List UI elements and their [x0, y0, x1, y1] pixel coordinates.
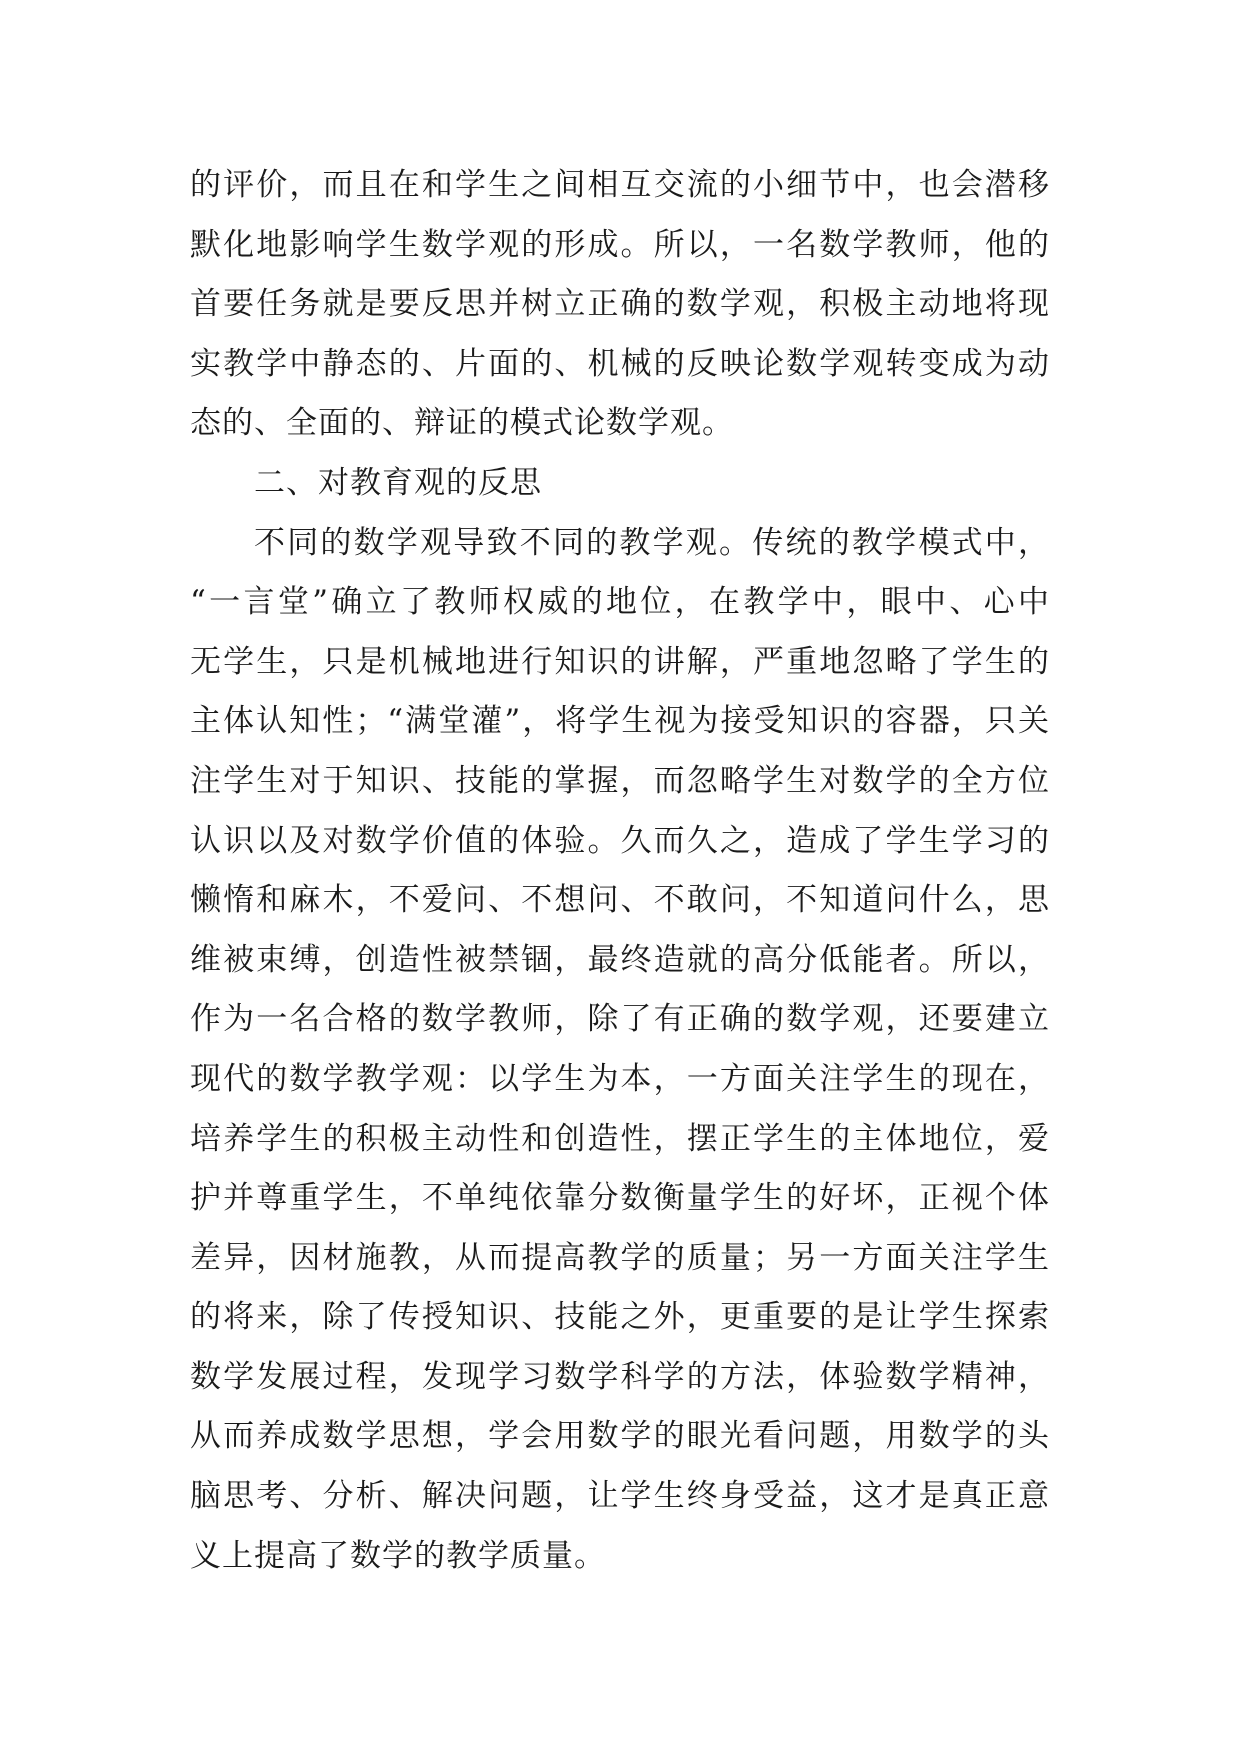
text-line: “一言堂”确立了教师权威的地位，在教学中，眼中、心中 — [190, 584, 1050, 621]
text-line: 差异，因材施教，从而提高教学的质量；另一方面关注学生 — [190, 1239, 1050, 1276]
text-line: 首要任务就是要反思并树立正确的数学观，积极主动地将现 — [190, 286, 1050, 323]
text-line: 不同的数学观导致不同的教学观。传统的教学模式中， — [254, 524, 1050, 561]
text-line: 无学生，只是机械地进行知识的讲解，严重地忽略了学生的 — [190, 643, 1050, 680]
text-line: 培养学生的积极主动性和创造性，摆正学生的主体地位，爱 — [190, 1120, 1050, 1157]
body-text — [190, 156, 1050, 1586]
text-line: 的评价，而且在和学生之间相互交流的小细节中，也会潜移 — [190, 167, 1050, 203]
text-line: 的将来，除了传授知识、技能之外，更重要的是让学生探索 — [190, 1299, 1050, 1336]
text-line: 默化地影响学生数学观的形成。所以，一名数学教师，他的 — [190, 226, 1050, 263]
text-line: 数学发展过程，发现学习数学科学的方法，体验数学精神， — [190, 1358, 1050, 1395]
text-line: 主体认知性；“满堂灌”，将学生视为接受知识的容器，只关 — [190, 703, 1050, 740]
text-line: 作为一名合格的数学教师，除了有正确的数学观，还要建立 — [190, 1001, 1050, 1038]
text-line: 现代的数学教学观：以学生为本，一方面关注学生的现在， — [190, 1060, 1050, 1097]
section-heading: 二、对教育观的反思 — [254, 464, 542, 501]
text-line: 脑思考、分析、解决问题，让学生终身受益，这才是真正意 — [190, 1478, 1050, 1515]
text-line: 注学生对于知识、技能的掌握，而忽略学生对数学的全方位 — [190, 762, 1050, 799]
text-line: 从而养成数学思想，学会用数学的眼光看问题，用数学的头 — [190, 1418, 1050, 1455]
text-line: 维被束缚，创造性被禁锢，最终造就的高分低能者。所以， — [190, 941, 1050, 978]
text-line: 义上提高了数学的教学质量。 — [190, 1537, 606, 1574]
text-line: 态的、全面的、辩证的模式论数学观。 — [190, 405, 734, 442]
text-line: 懒惰和麻木，不爱问、不想问、不敢问，不知道问什么，思 — [190, 882, 1050, 919]
text-line: 认识以及对数学价值的体验。久而久之，造成了学生学习的 — [190, 822, 1050, 859]
text-line: 实教学中静态的、片面的、机械的反映论数学观转变成为动 — [190, 345, 1050, 382]
text-line: 护并尊重学生，不单纯依靠分数衡量学生的好坏，正视个体 — [190, 1180, 1050, 1217]
